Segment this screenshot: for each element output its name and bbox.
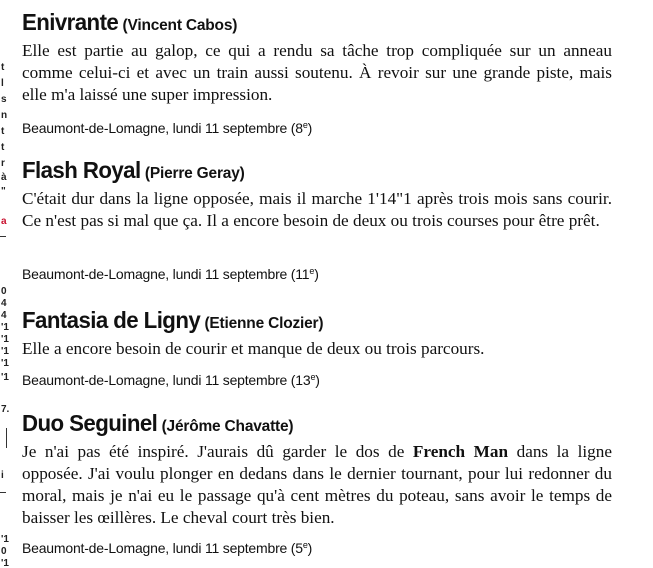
comment-text: C'était dur dans la ligne opposée, mais il marche 1'14"1 après trois mois sans courir. Ce n'est pas si mal que ça. Il a encore besoin de deux ou trois courses pour être prêt. (22, 189, 612, 230)
margin-fragment: i (1, 470, 4, 481)
margin-fragment: r (1, 158, 5, 169)
ordinal-suffix: e (302, 120, 308, 130)
margin-fragment: n (1, 110, 8, 121)
margin-rule (0, 236, 6, 237)
race-close-paren: ) (307, 120, 313, 136)
margin-fragment: s (1, 94, 7, 105)
horse-heading (22, 306, 622, 338)
jockey-name: (Jérôme Chavatte) (161, 418, 294, 435)
margin-fragment: '1 (1, 358, 9, 369)
horse-name: Fantasia de Ligny (22, 307, 201, 333)
margin-fragment: t (1, 126, 5, 137)
race-info (22, 372, 320, 388)
race-place-date: Beaumont-de-Lomagne, lundi 11 septembre (13 (22, 372, 311, 388)
margin-fragment: " (1, 186, 6, 197)
race-info (22, 540, 312, 556)
horse-entry (22, 156, 642, 232)
horse-name: Duo Seguinel (22, 410, 158, 436)
comment-text: Je n'ai pas été inspiré. J'aurais dû garder le dos de (22, 442, 413, 461)
margin-fragment: 4 (1, 310, 7, 321)
margin-fragment: '1 (1, 346, 9, 357)
jockey-name: (Etienne Clozier) (204, 315, 324, 332)
ordinal-suffix: e (309, 266, 315, 276)
race-place-date: Beaumont-de-Lomagne, lundi 11 septembre (5 (22, 540, 303, 556)
margin-fragment: '1 (1, 558, 9, 568)
horse-heading (22, 156, 622, 188)
horse-mention: French Man (412, 442, 509, 461)
ordinal-suffix: e (302, 540, 308, 550)
ordinal-suffix: e (310, 372, 316, 382)
margin-fragment: '1 (1, 372, 9, 383)
jockey-name: (Pierre Geray) (144, 165, 245, 182)
margin-fragment: 0 (1, 286, 7, 297)
horse-heading (22, 8, 622, 40)
horse-entry (22, 8, 642, 106)
comment-text: dans la ligne opposée. J'ai voulu plonger en dedans dans le dernier tournant, pour lui redonner du moral, mais je n'ai eu le passage qu'à cent mètres du poteau, sans avoir le temps de baisser les œillères. Le cheval court très bien. (22, 442, 612, 527)
race-close-paren: ) (307, 540, 313, 556)
comment-text: Elle est partie au galop, ce qui a rendu sa tâche trop compliquée sur un anneau comme celui-ci et avec un train aussi soutenu. À revoir sur une grande piste, mais elle m'a laissé une super impression. (22, 41, 612, 104)
horse-heading (22, 409, 622, 441)
race-info (22, 120, 312, 136)
margin-fragment: '1 (1, 334, 9, 345)
jockey-name: (Vincent Cabos) (122, 17, 238, 34)
margin-fragment: t (1, 142, 5, 153)
margin-fragment: t (1, 62, 5, 73)
horse-comment (22, 40, 612, 106)
margin-fragment: a (1, 216, 7, 227)
comment-text: Elle a encore besoin de courir et manque de deux ou trois parcours. (22, 339, 485, 358)
margin-fragment: l (1, 78, 4, 89)
margin-fragment: 0 (1, 546, 7, 557)
race-close-paren: ) (314, 266, 319, 282)
horse-entry (22, 409, 642, 529)
margin-fragment: 7. (1, 404, 10, 415)
race-place-date: Beaumont-de-Lomagne, lundi 11 septembre (8 (22, 120, 303, 136)
margin-fragment: à (1, 172, 7, 183)
margin-rule (0, 492, 6, 493)
horse-comment (22, 441, 612, 529)
margin-fragment: '1 (1, 534, 9, 545)
margin-fragment: 4 (1, 298, 7, 309)
horse-name: Enivrante (22, 9, 119, 35)
race-place-date: Beaumont-de-Lomagne, lundi 11 septembre (11 (22, 266, 310, 282)
race-close-paren: ) (315, 372, 320, 388)
horse-comment (22, 188, 612, 232)
horse-name: Flash Royal (22, 157, 141, 183)
margin-rule (6, 428, 7, 448)
horse-comment (22, 338, 612, 360)
horse-entry (22, 306, 642, 360)
adjacent-column-fragments (0, 0, 14, 568)
race-info (22, 266, 319, 282)
margin-fragment: '1 (1, 322, 9, 333)
